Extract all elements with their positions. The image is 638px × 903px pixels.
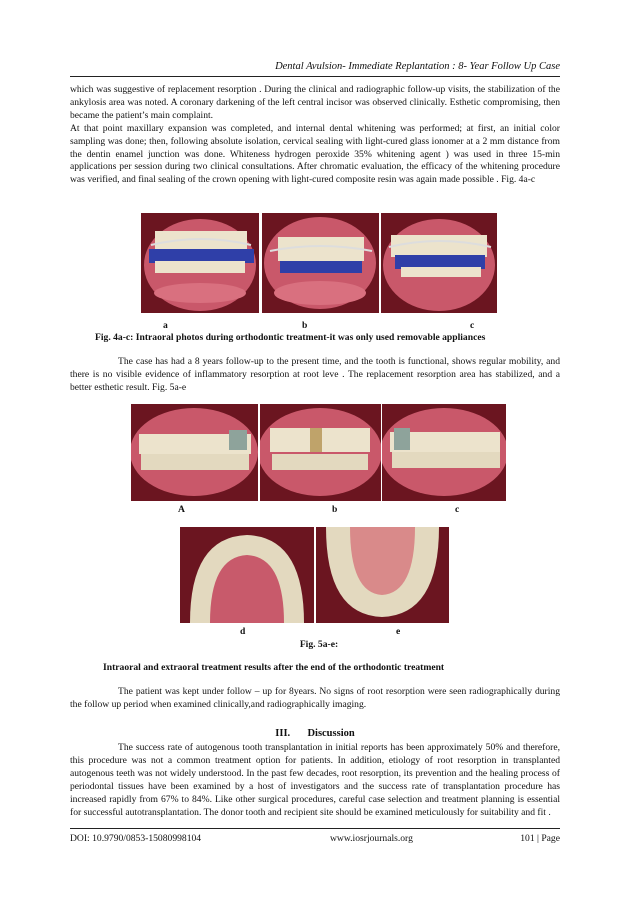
footer-site: www.iosrjournals.org [330, 833, 413, 844]
figure-5c-photo [382, 404, 506, 501]
figure-4c-photo [381, 213, 497, 313]
figure-4-label-b: b [302, 320, 308, 331]
paragraph-1: which was suggestive of replacement resorption . During the clinical and radiographic follow-up visits, the stabilization of the ankylosis area was noted. A coronary darkening of the left central incisor was observed clinically. Esthetic compromising, then became the patient’s main complaint. [70, 84, 560, 121]
figure-4-caption: Fig. 4a-c: Intraoral photos during orthodontic treatment-it was only used removable appliances [95, 332, 486, 343]
section-heading [70, 728, 560, 739]
figure-5-label-b: b [332, 504, 338, 515]
figure-5e-photo [316, 527, 449, 623]
figure-4a-photo [141, 213, 259, 313]
figure-5-label-a: A [178, 504, 185, 515]
header-rule [70, 76, 560, 77]
figure-5-label-c: c [455, 504, 460, 515]
running-header: Dental Avulsion- Immediate Replantation : 8- Year Follow Up Case [275, 61, 560, 72]
figure-5-label-e: e [396, 626, 401, 637]
figure-4-label-a: a [163, 320, 168, 331]
figure-4-label-c: c [470, 320, 475, 331]
figure-5b-photo [260, 404, 381, 501]
footer-doi: DOI: 10.9790/0853-15080998104 [70, 833, 202, 844]
paragraph-2: At that point maxillary expansion was completed, and internal dental whitening was performed; at first, an initial color sampling was done; then, following absolute isolation, cervical sealing with light-cured glass ionomer at a 2 mm distance from the dentin enamel junction was done. Whiteness hydrogen peroxide 35% whitening agent ) was used in three 15-min applications per session during two clinical consultations. After chromatic evaluation, the efficacy of the whitening procedure was verified, and final sealing of the crown opening with light-cured composite resin was again made possible . Fig. 4a-c [70, 122, 560, 186]
section-number: III. [275, 728, 291, 739]
footer-rule [70, 828, 560, 829]
figure-5-label-d: d [240, 626, 246, 637]
text-block-top [70, 84, 560, 187]
figure-4b-photo [262, 213, 379, 313]
figure-5-subcaption: Intraoral and extraoral treatment results after the end of the orthodontic treatment [103, 662, 445, 673]
figure-5a-photo [131, 404, 258, 501]
section-title: Discussion [307, 728, 355, 739]
paragraph-5: The success rate of autogenous tooth transplantation in initial reports has been approximately 50% and therefore, this procedure was not a common treatment option for patients. In addition, etiology of root resorption in transplanted autogenous teeth was not widely understood. In the past few decades, root resorption, its prevention and the healing process of periodontal tissues have been examined by a host of investigators and the success rate of transplantation procedure has increased rapidly from 67% to 84%. Like other surgical procedures, careful case selection and treatment planning is essential for successful autotransplantation. The donor tooth and recipient site should be examined meticulously for suitability and fit . [70, 742, 560, 818]
figure-5-caption: Fig. 5a-e: [299, 639, 339, 650]
footer-page: 101 | Page [520, 833, 560, 844]
paragraph-4: The patient was kept under follow – up for 8years. No signs of root resorption were seen radiographically during the follow up period when examined clinically,and radiographically imaging. [70, 686, 560, 710]
figure-5d-photo [180, 527, 314, 623]
paragraph-3: The case has had a 8 years follow-up to the present time, and the tooth is functional, shows regular mobility, and there is no visible evidence of inflammatory resorption at root leve . The replacement resorption area has stabilized, and a better esthetic result. Fig. 5a-e [70, 356, 560, 393]
